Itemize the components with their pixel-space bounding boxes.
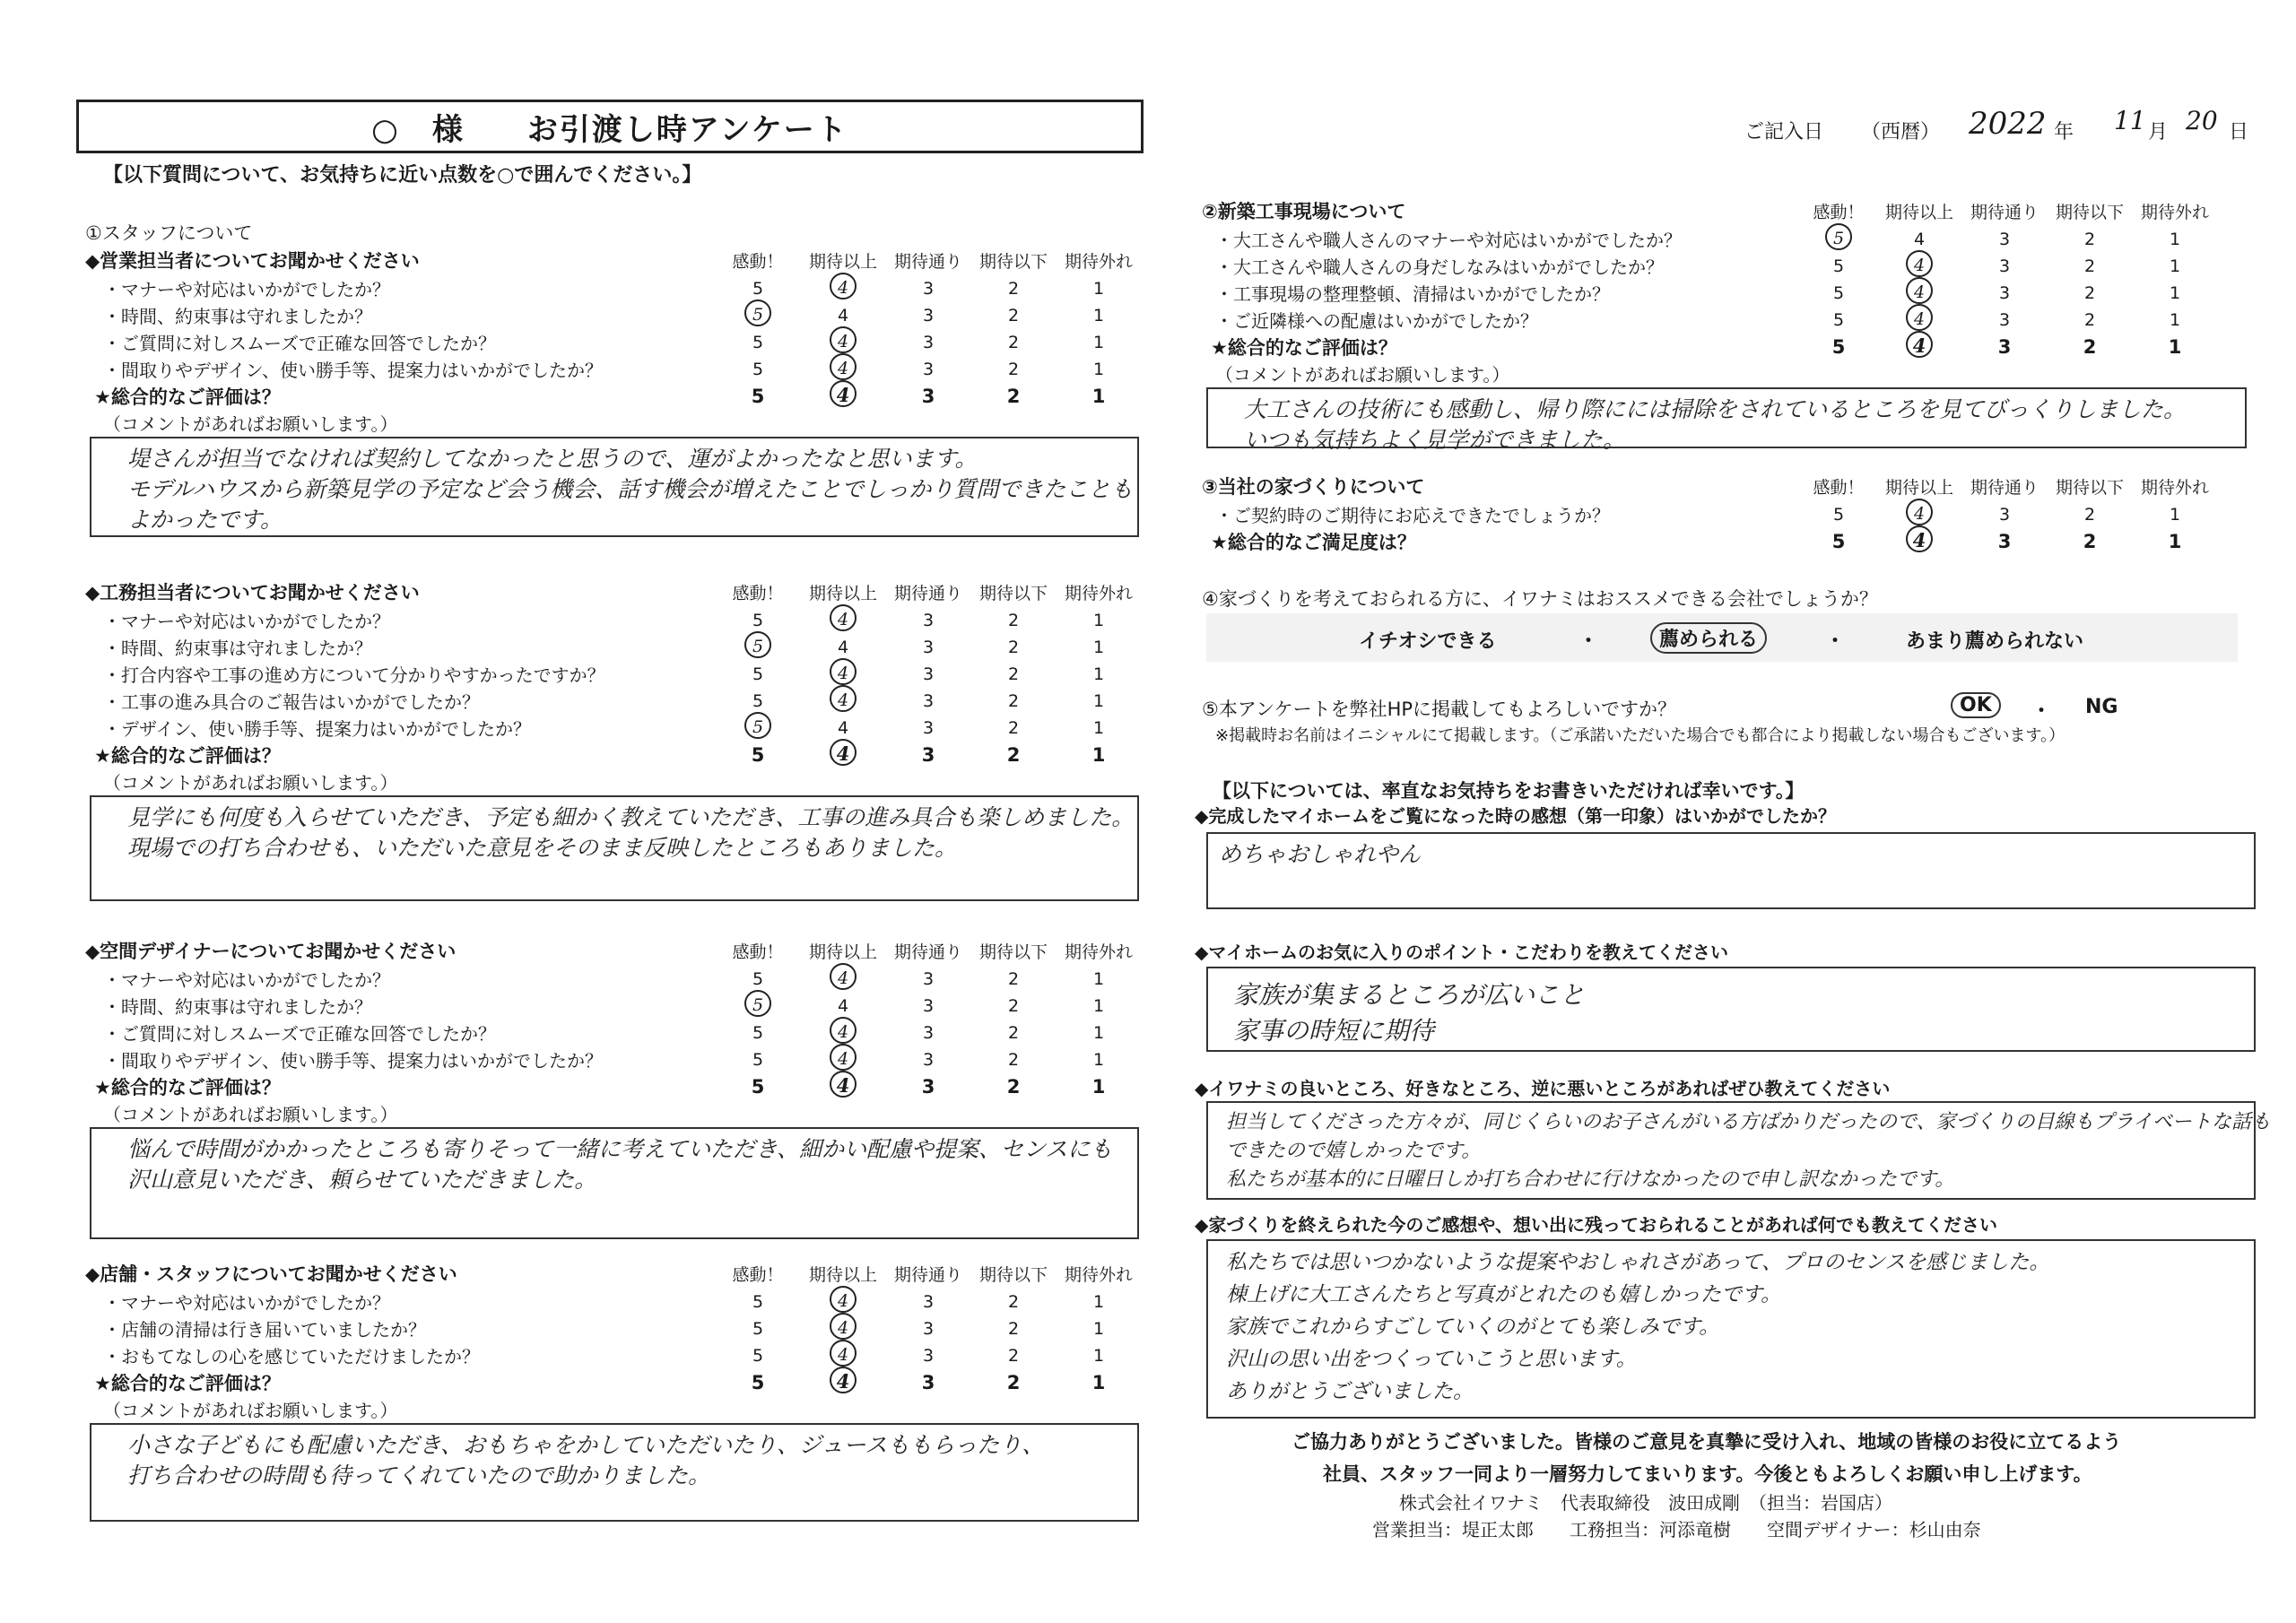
sales-comment-line-1: 堤さんが担当でなければ契約してなかったと思うので、運がよかったなと思います。	[127, 446, 978, 472]
store-q2-score-1[interactable]: 1	[1092, 1319, 1105, 1339]
construction-site-comment-label: （コメントがあればお願いします。）	[1215, 364, 1510, 386]
sales-q4-score-4-selected[interactable]: 4	[830, 353, 857, 380]
construction-site-overall-score-4-selected[interactable]: 4	[1906, 331, 1933, 358]
construction-q2-score-3[interactable]: 3	[922, 638, 935, 657]
construction-site-scale-header-4: 期待外れ	[2140, 203, 2209, 222]
construction-site-q1-score-5-selected[interactable]: 5	[1825, 223, 1852, 250]
q1-title: ①スタッフについて	[85, 222, 253, 244]
home-building-q1-score-1[interactable]: 1	[2169, 505, 2181, 525]
construction-q3-score-4-selected[interactable]: 4	[830, 658, 857, 685]
construction-overall-score-1[interactable]: 1	[1091, 744, 1106, 766]
home-building-scale-header-0: 感動！	[1813, 478, 1865, 498]
home-building-overall-label: ★総合的なご満足度は？	[1211, 532, 1416, 553]
thoughts-line-4: 沢山の思い出をつくっていこうと思います。	[1226, 1348, 1637, 1371]
construction-site-overall-label: ★総合的なご評価は？	[1211, 337, 1397, 359]
construction-q2-score-2[interactable]: 2	[1007, 638, 1020, 657]
construction-overall-score-5[interactable]: 5	[751, 744, 765, 766]
designer-q1-score-2[interactable]: 2	[1007, 969, 1020, 989]
designer-overall-score-4-selected[interactable]: 4	[830, 1071, 857, 1098]
sales-q4-score-5[interactable]: 5	[752, 360, 764, 379]
construction-site-q4-score-1[interactable]: 1	[2169, 310, 2181, 330]
q5-title: ⑤本アンケートを弊社HPに掲載してもよろしいですか？	[1202, 699, 1677, 720]
home-building-overall-score-5[interactable]: 5	[1831, 531, 1846, 552]
construction-site-scale-header-0: 感動！	[1813, 203, 1865, 222]
construction-site-title: ②新築工事現場について	[1202, 201, 1406, 222]
construction-site-q3-score-5[interactable]: 5	[1832, 283, 1845, 303]
sales-question-2: ・時間、約束事は守れましたか？	[103, 306, 372, 327]
home-building-title: ③当社の家づくりについて	[1202, 476, 1425, 498]
construction-q2-score-4[interactable]: 4	[837, 638, 849, 657]
designer-comment-line-1: 悩んで時間がかかったところも寄りそって一緒に考えていただき、細かい配慮や提案、センスにも	[127, 1136, 1113, 1162]
store-q1-score-3[interactable]: 3	[922, 1292, 935, 1312]
construction-site-q4-score-3[interactable]: 3	[1998, 310, 2011, 330]
construction-question-5: ・デザイン、使い勝手等、提案力はいかがでしたか？	[103, 718, 531, 740]
thoughts-line-2: 棟上げに大工さんたちと写真がとれたのも嬉しかったです。	[1226, 1283, 1782, 1306]
construction-site-q3-score-1[interactable]: 1	[2169, 283, 2181, 303]
construction-site-overall-score-2[interactable]: 2	[2083, 336, 2097, 358]
designer-q2-score-5-selected[interactable]: 5	[744, 990, 771, 1017]
construction-site-question-2: ・大工さんや職人さんの身だしなみはいかがでしたか？	[1215, 256, 1664, 278]
designer-q3-score-1[interactable]: 1	[1092, 1023, 1105, 1043]
home-building-scale-header-1: 期待以上	[1884, 478, 1953, 498]
construction-site-q3-score-2[interactable]: 2	[2083, 283, 2096, 303]
sales-q3-score-2[interactable]: 2	[1007, 333, 1020, 352]
date-year: 2022	[1969, 106, 2047, 142]
construction-scale-header-2: 期待通り	[893, 584, 962, 603]
construction-q1-score-3[interactable]: 3	[922, 611, 935, 630]
thoughts-title: ◆家づくりを終えられた今のご感想や、想い出に残っておられることがあれば何でも教えてください	[1195, 1214, 1997, 1236]
designer-q2-score-2[interactable]: 2	[1007, 996, 1020, 1016]
store-overall-score-2[interactable]: 2	[1006, 1372, 1021, 1393]
construction-comment-box[interactable]	[90, 795, 1139, 901]
sales-overall-score-3[interactable]: 3	[921, 386, 935, 407]
store-question-2: ・店舗の清掃は行き届いていましたか？	[103, 1319, 426, 1341]
construction-site-scale-header-3: 期待以下	[2055, 203, 2124, 222]
construction-q3-score-1[interactable]: 1	[1092, 664, 1105, 684]
construction-site-q4-score-4-selected[interactable]: 4	[1906, 304, 1933, 331]
good-bad-line-2: できたので嬉しかったです。	[1226, 1140, 1482, 1162]
sales-comment-label: （コメントがあればお願いします。）	[103, 413, 398, 435]
designer-scale-header-0: 感動！	[732, 942, 784, 962]
month-unit: 月	[2148, 121, 2169, 143]
construction-q3-score-2[interactable]: 2	[1007, 664, 1020, 684]
construction-question-1: ・マナーや対応はいかがでしたか？	[103, 611, 390, 632]
store-q3-score-1[interactable]: 1	[1092, 1346, 1105, 1366]
designer-comment-line-2: 沢山意見いただき、頼らせていただきました。	[127, 1167, 597, 1193]
designer-q1-score-3[interactable]: 3	[922, 969, 935, 989]
title-mark: ○ 様	[371, 111, 465, 148]
designer-q1-score-1[interactable]: 1	[1092, 969, 1105, 989]
designer-q3-score-4-selected[interactable]: 4	[830, 1017, 857, 1044]
year-unit: 年	[2054, 121, 2074, 143]
store-question-3: ・おもてなしの心を感じていただけましたか？	[103, 1346, 480, 1367]
home-building-scale-header-2: 期待通り	[1970, 478, 2039, 498]
construction-scale-header-1: 期待以上	[808, 584, 877, 603]
sales-overall-score-1[interactable]: 1	[1091, 386, 1106, 407]
construction-site-question-1: ・大工さんや職人さんのマナーや対応はいかがでしたか？	[1215, 230, 1682, 251]
construction-scale-header-4: 期待外れ	[1064, 584, 1133, 603]
sales-q4-score-1[interactable]: 1	[1092, 360, 1105, 379]
construction-site-q2-score-2[interactable]: 2	[2083, 256, 2096, 276]
sales-q3-score-3[interactable]: 3	[922, 333, 935, 352]
sales-title: ◆営業担当者についてお聞かせください	[85, 250, 420, 272]
construction-q1-score-1[interactable]: 1	[1092, 611, 1105, 630]
sales-scale-header-4: 期待外れ	[1064, 252, 1133, 272]
construction-site-question-4: ・ご近隣様への配慮はいかがでしたか？	[1215, 310, 1538, 332]
q5-note: ※掲載時お名前はイニシャルにて掲載します。（ご承諾いただいた場合でも都合により掲載しない場合もございます。）	[1215, 726, 2066, 745]
construction-q5-score-4[interactable]: 4	[837, 718, 849, 738]
store-scale-header-4: 期待外れ	[1064, 1265, 1133, 1285]
favorite-title: ◆マイホームのお気に入りのポイント・こだわりを教えてください	[1195, 942, 1728, 963]
home-building-overall-score-1[interactable]: 1	[2168, 531, 2182, 552]
construction-site-scale-header-2: 期待通り	[1970, 203, 2039, 222]
designer-q3-score-5[interactable]: 5	[752, 1023, 764, 1043]
footer-company: 株式会社イワナミ 代表取締役 波田成剛 （担当：岩国店）	[1399, 1492, 1892, 1514]
construction-comment-line-2: 現場での打ち合わせも、いただいた意見をそのまま反映したところもありました。	[127, 835, 958, 861]
sales-overall-score-5[interactable]: 5	[751, 386, 765, 407]
thoughts-line-1: 私たちでは思いつかないような提案やおしゃれさがあって、プロのセンスを感じました。	[1226, 1251, 2050, 1274]
sales-comment-line-3: よかったです。	[127, 507, 283, 533]
designer-q3-score-3[interactable]: 3	[922, 1023, 935, 1043]
store-q1-score-2[interactable]: 2	[1007, 1292, 1020, 1312]
store-scale-header-1: 期待以上	[808, 1265, 877, 1285]
sales-scale-header-0: 感動！	[732, 252, 784, 272]
sales-q3-score-1[interactable]: 1	[1092, 333, 1105, 352]
construction-q2-score-1[interactable]: 1	[1092, 638, 1105, 657]
sales-overall-score-2[interactable]: 2	[1006, 386, 1021, 407]
designer-q2-score-4[interactable]: 4	[837, 996, 849, 1016]
thoughts-line-3: 家族でこれからすごしていくのがとても楽しみです。	[1226, 1315, 1720, 1339]
designer-comment-label: （コメントがあればお願いします。）	[103, 1104, 398, 1125]
home-building-scale-header-4: 期待外れ	[2140, 478, 2209, 498]
designer-q3-score-2[interactable]: 2	[1007, 1023, 1020, 1043]
designer-q2-score-1[interactable]: 1	[1092, 996, 1105, 1016]
sales-q2-score-2[interactable]: 2	[1007, 306, 1020, 325]
designer-q4-score-5[interactable]: 5	[752, 1050, 764, 1070]
q4-options-box	[1206, 613, 2238, 662]
construction-q1-score-4-selected[interactable]: 4	[830, 604, 857, 631]
construction-site-scale-header-1: 期待以上	[1884, 203, 1953, 222]
construction-overall-label: ★総合的なご評価は？	[94, 745, 281, 767]
construction-q5-score-1[interactable]: 1	[1092, 718, 1105, 738]
designer-overall-score-1[interactable]: 1	[1091, 1076, 1106, 1098]
date-month: 11	[2114, 106, 2146, 135]
survey-title-box	[76, 100, 1144, 153]
q4-dot-2: ・	[1825, 630, 1846, 653]
store-scale-header-3: 期待以下	[978, 1265, 1048, 1285]
construction-q5-score-2[interactable]: 2	[1007, 718, 1020, 738]
footer-staff: 営業担当：堤正太郎 工務担当：河添竜樹 空間デザイナー：杉山由奈	[1372, 1519, 1981, 1541]
footer-thanks-2: 社員、スタッフ一同より一層努力してまいります。今後ともよろしくお願い申し上げます。	[1323, 1463, 2092, 1485]
home-building-q1-score-4-selected[interactable]: 4	[1906, 499, 1933, 525]
store-scale-header-2: 期待通り	[893, 1265, 962, 1285]
designer-q1-score-5[interactable]: 5	[752, 969, 764, 989]
store-overall-score-3[interactable]: 3	[921, 1372, 935, 1393]
store-title: ◆店舗・スタッフについてお聞かせください	[85, 1263, 457, 1285]
sales-q2-score-5-selected[interactable]: 5	[744, 299, 771, 326]
date-day: 20	[2186, 106, 2218, 135]
sales-q2-score-4[interactable]: 4	[837, 306, 849, 325]
sales-q3-score-5[interactable]: 5	[752, 333, 764, 352]
sales-comment-line-2: モデルハウスから新築見学の予定など会う機会、話す機会が増えたことでしっかり質問できたことも	[127, 476, 1134, 502]
store-q3-score-4-selected[interactable]: 4	[830, 1340, 857, 1367]
construction-question-2: ・時間、約束事は守れましたか？	[103, 638, 372, 659]
construction-scale-header-3: 期待以下	[978, 584, 1048, 603]
construction-q4-score-3[interactable]: 3	[922, 691, 935, 711]
impression-title: ◆完成したマイホームをご覧になった時の感想（第一印象）はいかがでしたか？	[1195, 805, 1836, 827]
construction-site-comment-line-1: 大工さんの技術にも感動し、帰り際にには掃除をされているところを見てびっくりしました。	[1244, 396, 2187, 422]
store-overall-score-5[interactable]: 5	[751, 1372, 765, 1393]
q5-dot: ・	[2031, 700, 2052, 723]
construction-q5-score-5-selected[interactable]: 5	[744, 712, 771, 739]
designer-q2-score-3[interactable]: 3	[922, 996, 935, 1016]
construction-q4-score-5[interactable]: 5	[752, 691, 764, 711]
designer-overall-label: ★総合的なご評価は？	[94, 1077, 281, 1098]
construction-scale-header-0: 感動！	[732, 584, 784, 603]
construction-site-comment-line-2: いつも気持ちよく見学ができました。	[1244, 427, 1626, 453]
sales-q3-score-4-selected[interactable]: 4	[830, 326, 857, 353]
sales-q2-score-3[interactable]: 3	[922, 306, 935, 325]
store-scale-header-0: 感動！	[732, 1265, 784, 1285]
sales-q1-score-5[interactable]: 5	[752, 279, 764, 299]
construction-q1-score-5[interactable]: 5	[752, 611, 764, 630]
designer-q4-score-1[interactable]: 1	[1092, 1050, 1105, 1070]
store-q3-score-3[interactable]: 3	[922, 1346, 935, 1366]
good-bad-title: ◆イワナミの良いところ、好きなところ、逆に悪いところがあればぜひ教えてください	[1195, 1078, 1891, 1099]
store-overall-score-4-selected[interactable]: 4	[830, 1367, 857, 1393]
construction-site-overall-score-3[interactable]: 3	[1997, 336, 2012, 358]
q4-option-1[interactable]: イチオシできる	[1359, 630, 1497, 653]
home-building-overall-score-3[interactable]: 3	[1997, 531, 2012, 552]
impression-box[interactable]	[1206, 832, 2256, 909]
impression-line: めちゃおしゃれやん	[1219, 841, 1422, 867]
construction-site-q2-score-3[interactable]: 3	[1998, 256, 2011, 276]
designer-scale-header-1: 期待以上	[808, 942, 877, 962]
designer-question-1: ・マナーや対応はいかがでしたか？	[103, 969, 390, 991]
good-bad-line-3: 私たちが基本的に日曜日しか打ち合わせに行けなかったので申し訳なかったです。	[1226, 1168, 1955, 1191]
construction-site-q1-score-1[interactable]: 1	[2169, 230, 2181, 249]
store-comment-label: （コメントがあればお願いします。）	[103, 1400, 398, 1421]
designer-overall-score-2[interactable]: 2	[1006, 1076, 1021, 1098]
store-comment-box[interactable]	[90, 1423, 1139, 1522]
q5-ok-selected[interactable]: OK	[1951, 692, 2001, 718]
sales-q1-score-3[interactable]: 3	[922, 279, 935, 299]
designer-scale-header-4: 期待外れ	[1064, 942, 1133, 962]
store-overall-score-1[interactable]: 1	[1091, 1372, 1106, 1393]
construction-q4-score-4-selected[interactable]: 4	[830, 685, 857, 712]
good-bad-box[interactable]	[1206, 1101, 2271, 1200]
designer-overall-score-5[interactable]: 5	[751, 1076, 765, 1098]
construction-site-q2-score-4-selected[interactable]: 4	[1906, 250, 1933, 277]
construction-site-comment-box[interactable]	[1206, 387, 2247, 453]
construction-site-q3-score-3[interactable]: 3	[1998, 283, 2011, 303]
sales-q1-score-4-selected[interactable]: 4	[830, 273, 857, 299]
store-comment-line-1: 小さな子どもにも配慮いただき、おもちゃをかしていただいたり、ジュースももらったり、	[127, 1432, 1045, 1458]
store-overall-label: ★総合的なご評価は？	[94, 1373, 281, 1394]
construction-q5-score-3[interactable]: 3	[922, 718, 935, 738]
designer-q4-score-2[interactable]: 2	[1007, 1050, 1020, 1070]
home-building-overall-score-2[interactable]: 2	[2083, 531, 2097, 552]
store-q2-score-5[interactable]: 5	[752, 1319, 764, 1339]
survey-title: お引渡し時アンケート	[526, 111, 848, 148]
designer-overall-score-3[interactable]: 3	[921, 1076, 935, 1098]
sales-q1-score-2[interactable]: 2	[1007, 279, 1020, 299]
q4-option-3[interactable]: あまり薦められない	[1906, 630, 2084, 653]
construction-site-q2-score-1[interactable]: 1	[2169, 256, 2181, 276]
construction-site-overall-score-1[interactable]: 1	[2168, 336, 2182, 358]
construction-overall-score-2[interactable]: 2	[1006, 744, 1021, 766]
q4-option-2-selected[interactable]: 薦められる	[1650, 622, 1767, 654]
construction-site-q1-score-2[interactable]: 2	[2083, 230, 2096, 249]
era-label: （西暦）	[1861, 121, 1941, 143]
sales-scale-header-2: 期待通り	[893, 252, 962, 272]
designer-scale-header-2: 期待通り	[893, 942, 962, 962]
footer-thanks-1: ご協力ありがとうございました。皆様のご意見を真摯に受け入れ、地域の皆様のお役に立てるよう	[1292, 1431, 2122, 1453]
construction-site-q4-score-5[interactable]: 5	[1832, 310, 1845, 330]
good-bad-line-1: 担当してくださった方々が、同じくらいのお子さんがいる方ばかりだったので、家づくりの目線もプライベートな話も	[1226, 1111, 2271, 1133]
construction-overall-score-3[interactable]: 3	[921, 744, 935, 766]
sales-question-1: ・マナーや対応はいかがでしたか？	[103, 279, 390, 300]
store-q2-score-4-selected[interactable]: 4	[830, 1313, 857, 1340]
store-q2-score-3[interactable]: 3	[922, 1319, 935, 1339]
favorite-line-2: 家事の時短に期待	[1233, 1016, 1435, 1046]
sales-question-3: ・ご質問に対しスムーズで正確な回答でしたか？	[103, 333, 496, 354]
construction-site-q1-score-4[interactable]: 4	[1913, 230, 1926, 249]
thoughts-box[interactable]	[1206, 1239, 2256, 1419]
construction-comment-label: （コメントがあればお願いします。）	[103, 772, 398, 794]
sales-scale-header-3: 期待以下	[978, 252, 1048, 272]
sales-q2-score-1[interactable]: 1	[1092, 306, 1105, 325]
store-q1-score-5[interactable]: 5	[752, 1292, 764, 1312]
store-comment-line-2: 打ち合わせの時間も待ってくれていたので助かりました。	[127, 1462, 711, 1488]
sales-overall-label: ★総合的なご評価は？	[94, 386, 281, 408]
construction-site-q2-score-5[interactable]: 5	[1832, 256, 1845, 276]
home-building-question-1: ・ご契約時のご期待にお応えできたでしょうか？	[1215, 505, 1610, 526]
date-label: ご記入日	[1744, 121, 1824, 143]
construction-question-4: ・工事の進み具合のご報告はいかがでしたか？	[103, 691, 480, 713]
day-unit: 日	[2229, 121, 2249, 143]
designer-question-3: ・ご質問に対しスムーズで正確な回答でしたか？	[103, 1023, 496, 1045]
favorite-box[interactable]	[1206, 967, 2256, 1052]
q4-dot-1: ・	[1578, 630, 1599, 653]
home-building-overall-score-4-selected[interactable]: 4	[1906, 525, 1933, 552]
store-q1-score-1[interactable]: 1	[1092, 1292, 1105, 1312]
designer-scale-header-3: 期待以下	[978, 942, 1048, 962]
construction-site-q1-score-3[interactable]: 3	[1998, 230, 2011, 249]
sales-comment-box[interactable]	[90, 437, 1139, 537]
construction-site-q4-score-2[interactable]: 2	[2083, 310, 2096, 330]
construction-title: ◆工務担当者についてお聞かせください	[85, 582, 420, 603]
home-building-q1-score-2[interactable]: 2	[2083, 505, 2096, 525]
store-question-1: ・マナーや対応はいかがでしたか？	[103, 1292, 390, 1314]
home-building-q1-score-3[interactable]: 3	[1998, 505, 2011, 525]
sales-q4-score-2[interactable]: 2	[1007, 360, 1020, 379]
thoughts-line-5: ありがとうございました。	[1226, 1380, 1474, 1403]
sales-q1-score-1[interactable]: 1	[1092, 279, 1105, 299]
designer-comment-box[interactable]	[90, 1127, 1139, 1239]
construction-q2-score-5-selected[interactable]: 5	[744, 631, 771, 658]
construction-site-overall-score-5[interactable]: 5	[1831, 336, 1846, 358]
construction-q4-score-2[interactable]: 2	[1007, 691, 1020, 711]
sales-q4-score-3[interactable]: 3	[922, 360, 935, 379]
construction-q3-score-3[interactable]: 3	[922, 664, 935, 684]
free-intro: 【以下については、率直なお気持ちをお書きいただければ幸いです。】	[1213, 780, 1805, 802]
q4-title: ④家づくりを考えておられる方に、イワナミはおススメできる会社でしょうか？	[1202, 588, 1878, 610]
favorite-line-1: 家族が集まるところが広いこと	[1233, 980, 1586, 1010]
store-q1-score-4-selected[interactable]: 4	[830, 1286, 857, 1313]
construction-q1-score-2[interactable]: 2	[1007, 611, 1020, 630]
construction-q4-score-1[interactable]: 1	[1092, 691, 1105, 711]
home-building-scale-header-3: 期待以下	[2055, 478, 2124, 498]
q5-ng[interactable]: NG	[2085, 696, 2118, 718]
sales-scale-header-1: 期待以上	[808, 252, 877, 272]
construction-site-question-3: ・工事現場の整理整頓、清掃はいかがでしたか？	[1215, 283, 1610, 305]
sales-question-4: ・間取りやデザイン、使い勝手等、提案力はいかがでしたか？	[103, 360, 603, 381]
designer-question-2: ・時間、約束事は守れましたか？	[103, 996, 372, 1018]
instruction: 【以下質問について、お気持ちに近い点数を○で囲んでください。】	[103, 164, 702, 187]
designer-question-4: ・間取りやデザイン、使い勝手等、提案力はいかがでしたか？	[103, 1050, 603, 1072]
home-building-q1-score-5[interactable]: 5	[1832, 505, 1845, 525]
construction-site-q3-score-4-selected[interactable]: 4	[1906, 277, 1933, 304]
construction-comment-line-1: 見学にも何度も入らせていただき、予定も細かく教えていただき、工事の進み具合も楽しめました。	[127, 804, 1135, 830]
designer-q4-score-4-selected[interactable]: 4	[830, 1044, 857, 1071]
designer-q4-score-3[interactable]: 3	[922, 1050, 935, 1070]
store-q3-score-2[interactable]: 2	[1007, 1346, 1020, 1366]
designer-title: ◆空間デザイナーについてお聞かせください	[85, 941, 457, 962]
construction-q3-score-5[interactable]: 5	[752, 664, 764, 684]
store-q3-score-5[interactable]: 5	[752, 1346, 764, 1366]
designer-q1-score-4-selected[interactable]: 4	[830, 963, 857, 990]
construction-overall-score-4-selected[interactable]: 4	[830, 739, 857, 766]
store-q2-score-2[interactable]: 2	[1007, 1319, 1020, 1339]
construction-question-3: ・打合内容や工事の進め方について分かりやすかったですか？	[103, 664, 605, 686]
sales-overall-score-4-selected[interactable]: 4	[830, 380, 857, 407]
